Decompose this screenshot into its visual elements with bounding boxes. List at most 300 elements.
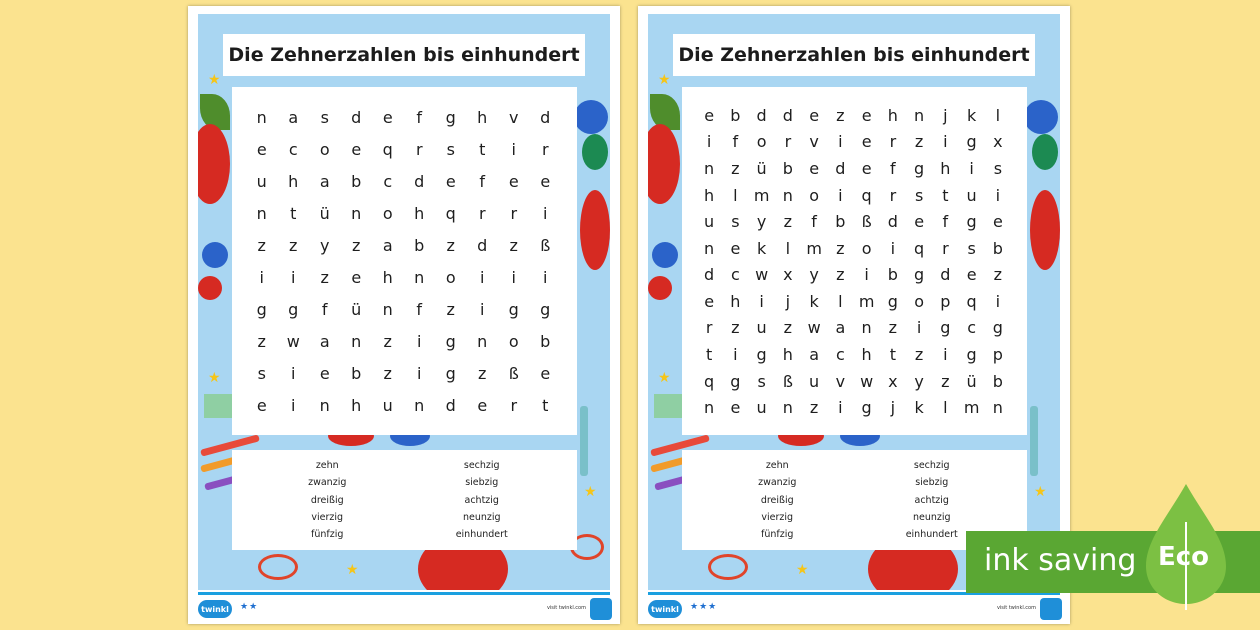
grid-letter: z bbox=[509, 236, 518, 256]
grid-letter: d bbox=[756, 105, 767, 125]
word-item: dreißig bbox=[310, 494, 344, 506]
grid-letter: b bbox=[887, 265, 898, 285]
grid-letter: z bbox=[993, 265, 1003, 285]
word-list bbox=[232, 450, 577, 550]
grid-letter: b bbox=[992, 371, 1003, 391]
grid-letter: b bbox=[414, 236, 425, 256]
grid-letter: w bbox=[755, 265, 769, 285]
letter-grid bbox=[696, 102, 1011, 421]
grid-letter: d bbox=[414, 172, 425, 192]
scissors-decoration bbox=[258, 554, 298, 580]
grid-letter: d bbox=[782, 105, 793, 125]
grid-letter: s bbox=[446, 140, 455, 160]
grid-letter: e bbox=[704, 105, 715, 125]
word-list-column-2 bbox=[405, 460, 560, 540]
word-item: neunzig bbox=[462, 511, 501, 523]
grid-letter: q bbox=[966, 291, 977, 311]
bitten-apple-decoration bbox=[1030, 190, 1060, 270]
grid-letter: h bbox=[288, 172, 299, 192]
grid-letter: r bbox=[415, 140, 423, 160]
grid-letter: ü bbox=[966, 371, 977, 391]
grid-letter: t bbox=[542, 395, 549, 415]
berry-decoration bbox=[198, 276, 222, 300]
footer-divider bbox=[198, 592, 610, 595]
worksheet-background bbox=[198, 14, 610, 590]
grid-letter: p bbox=[992, 345, 1003, 365]
word-item: achtzig bbox=[914, 494, 949, 506]
green-berry-decoration bbox=[582, 134, 608, 170]
star-icon: ★ bbox=[208, 370, 221, 386]
word-item: fünfzig bbox=[761, 529, 794, 540]
grid-letter: i bbox=[864, 265, 869, 285]
grid-letter: u bbox=[382, 395, 393, 415]
grid-letter: y bbox=[756, 212, 767, 232]
grid-letter: u bbox=[756, 318, 767, 338]
grid-letter: c bbox=[835, 345, 845, 365]
grid-letter: q bbox=[382, 140, 393, 160]
grid-letter: n bbox=[319, 395, 330, 415]
star-icon: ★ bbox=[796, 562, 809, 578]
grid-letter: i bbox=[916, 318, 922, 338]
word-item: fünfzig bbox=[311, 529, 344, 540]
grid-letter: f bbox=[321, 299, 328, 319]
grid-letter: e bbox=[730, 238, 741, 258]
word-item: siebzig bbox=[465, 477, 499, 489]
grid-letter: h bbox=[704, 185, 715, 205]
word-item: einhundert bbox=[905, 529, 958, 540]
grid-letter: i bbox=[511, 267, 516, 287]
grid-letter: e bbox=[809, 105, 820, 125]
word-item: siebzig bbox=[915, 477, 949, 489]
grid-letter: n bbox=[704, 398, 715, 418]
grid-letter: e bbox=[914, 212, 925, 232]
badge-icon bbox=[590, 598, 612, 620]
grid-letter: o bbox=[756, 132, 767, 152]
grid-letter: o bbox=[809, 185, 820, 205]
word-item: achtzig bbox=[464, 494, 499, 506]
crayon-decoration bbox=[1030, 406, 1038, 476]
grid-letter: t bbox=[889, 345, 897, 365]
title-banner bbox=[223, 34, 585, 76]
word-item: einhundert bbox=[455, 529, 508, 540]
grid-letter: d bbox=[540, 108, 551, 128]
grid-letter: i bbox=[291, 395, 296, 415]
grid-letter: g bbox=[914, 158, 925, 178]
grid-letter: t bbox=[290, 204, 297, 224]
word-item: vierzig bbox=[761, 511, 794, 523]
grid-letter: d bbox=[835, 158, 846, 178]
ruler-decoration bbox=[204, 394, 234, 418]
grid-letter: u bbox=[704, 212, 715, 232]
blueberry-decoration bbox=[652, 242, 678, 268]
grid-letter: e bbox=[351, 140, 362, 160]
grid-letter: c bbox=[288, 140, 298, 160]
grid-letter: u bbox=[756, 398, 767, 418]
visit-link: visit twinkl.com bbox=[996, 605, 1036, 611]
grid-letter: s bbox=[914, 185, 924, 205]
grid-letter: i bbox=[480, 299, 485, 319]
grid-letter: z bbox=[446, 236, 455, 256]
word-item: neunzig bbox=[912, 511, 951, 523]
grid-letter: z bbox=[320, 267, 329, 287]
grid-letter: h bbox=[730, 291, 741, 311]
grid-letter: l bbox=[785, 238, 791, 258]
grid-letter: g bbox=[445, 363, 456, 383]
grid-letter: b bbox=[351, 172, 362, 192]
grid-letter: k bbox=[914, 398, 924, 418]
grid-letter: f bbox=[416, 108, 423, 128]
grid-letter: a bbox=[809, 345, 820, 365]
star-icon: ★ bbox=[346, 562, 359, 578]
grid-letter: e bbox=[540, 172, 551, 192]
grid-letter: g bbox=[256, 299, 267, 319]
grid-letter: s bbox=[993, 158, 1003, 178]
grid-letter: i bbox=[543, 267, 548, 287]
grid-letter: e bbox=[861, 105, 872, 125]
grid-letter: i bbox=[291, 363, 296, 383]
grid-letter: e bbox=[809, 158, 820, 178]
crayon-decoration bbox=[580, 406, 588, 476]
grid-letter: l bbox=[943, 398, 948, 418]
grid-letter: i bbox=[995, 291, 1001, 311]
grid-letter: g bbox=[445, 331, 456, 351]
grid-letter: n bbox=[992, 398, 1003, 418]
grid-letter: x bbox=[783, 265, 793, 285]
grid-letter: h bbox=[940, 158, 951, 178]
grid-letter: m bbox=[753, 185, 770, 205]
grid-letter: n bbox=[382, 299, 393, 319]
grid-letter: d bbox=[351, 108, 362, 128]
grid-letter: e bbox=[319, 363, 330, 383]
word-list-column-1 bbox=[700, 460, 855, 540]
grid-letter: e bbox=[351, 267, 362, 287]
star-icon: ★ bbox=[208, 72, 221, 88]
grid-letter: g bbox=[940, 318, 951, 338]
grid-letter: v bbox=[809, 132, 819, 152]
grid-letter: i bbox=[291, 267, 296, 287]
grid-letter: r bbox=[784, 132, 792, 152]
letter-grid bbox=[246, 102, 561, 421]
word-item: zehn bbox=[315, 460, 339, 471]
worksheet-background bbox=[648, 14, 1060, 590]
grid-letter: e bbox=[992, 212, 1003, 232]
grid-letter: n bbox=[256, 204, 267, 224]
grid-letter: n bbox=[704, 158, 715, 178]
grid-letter: r bbox=[541, 140, 549, 160]
grid-letter: b bbox=[540, 331, 551, 351]
grid-letter: g bbox=[288, 299, 299, 319]
grid-letter: p bbox=[940, 291, 951, 311]
grid-letter: o bbox=[914, 291, 925, 311]
grid-letter: i bbox=[417, 363, 422, 383]
grid-letter: z bbox=[731, 318, 740, 338]
grid-letter: i bbox=[706, 132, 712, 152]
grid-letter: i bbox=[543, 204, 548, 224]
grid-letter: z bbox=[257, 236, 266, 256]
grid-letter: c bbox=[730, 265, 740, 285]
grid-letter: e bbox=[256, 395, 267, 415]
grid-letter: h bbox=[414, 204, 425, 224]
brand-logo: twinkl bbox=[198, 600, 232, 618]
grid-letter: o bbox=[445, 267, 456, 287]
green-berry-decoration bbox=[1032, 134, 1058, 170]
grid-letter: z bbox=[731, 158, 740, 178]
grid-letter: i bbox=[943, 132, 948, 152]
grid-letter: q bbox=[914, 238, 925, 258]
grid-letter: o bbox=[861, 238, 872, 258]
badge-icon bbox=[1040, 598, 1062, 620]
grid-letter: q bbox=[861, 185, 872, 205]
grid-letter: c bbox=[383, 172, 393, 192]
grid-letter: b bbox=[782, 158, 793, 178]
grid-letter: k bbox=[809, 291, 819, 311]
grid-letter: z bbox=[783, 212, 793, 232]
grid-letter: o bbox=[508, 331, 519, 351]
grid-letter: z bbox=[478, 363, 487, 383]
grid-letter: k bbox=[966, 105, 977, 125]
grid-letter: q bbox=[704, 371, 715, 391]
grid-letter: v bbox=[835, 371, 846, 391]
grid-letter: l bbox=[733, 185, 738, 205]
word-item: dreißig bbox=[760, 494, 794, 506]
grid-letter: i bbox=[838, 398, 843, 418]
blueberry-decoration bbox=[1024, 100, 1058, 134]
grid-letter: u bbox=[966, 185, 977, 205]
grid-letter: w bbox=[286, 331, 300, 351]
title-banner bbox=[673, 34, 1035, 76]
grid-letter: e bbox=[966, 265, 977, 285]
grid-letter: h bbox=[382, 267, 393, 287]
grid-letter: g bbox=[887, 291, 898, 311]
grid-letter: h bbox=[887, 105, 898, 125]
grid-letter: y bbox=[914, 371, 924, 391]
grid-letter: t bbox=[479, 140, 486, 160]
grid-letter: s bbox=[757, 371, 766, 391]
grid-letter: n bbox=[256, 108, 267, 128]
grid-letter: ß bbox=[861, 212, 872, 232]
grid-letter: s bbox=[257, 363, 266, 383]
grid-letter: f bbox=[416, 299, 423, 319]
grid-letter: n bbox=[704, 238, 715, 258]
grid-letter: i bbox=[259, 267, 264, 287]
apple-decoration bbox=[648, 124, 680, 204]
grid-letter: n bbox=[477, 331, 488, 351]
word-item: zehn bbox=[765, 460, 789, 471]
grid-letter: t bbox=[942, 185, 949, 205]
grid-letter: i bbox=[890, 238, 896, 258]
grid-letter: b bbox=[992, 238, 1003, 258]
grid-letter: l bbox=[838, 291, 843, 311]
blueberry-decoration bbox=[574, 100, 608, 134]
word-search-grid bbox=[232, 87, 577, 435]
grid-letter: w bbox=[860, 371, 874, 391]
difficulty-stars: ★★★ bbox=[690, 602, 718, 612]
grid-letter: e bbox=[382, 108, 393, 128]
grid-letter: n bbox=[351, 331, 362, 351]
grid-letter: e bbox=[861, 158, 872, 178]
grid-letter: g bbox=[540, 299, 551, 319]
grid-letter: z bbox=[446, 299, 455, 319]
grid-letter: z bbox=[888, 318, 898, 338]
grid-letter: e bbox=[861, 132, 872, 152]
grid-letter: i bbox=[838, 185, 843, 205]
grid-letter: i bbox=[943, 345, 948, 365]
grid-letter: i bbox=[511, 140, 516, 160]
grid-letter: a bbox=[319, 172, 330, 192]
grid-letter: v bbox=[509, 108, 519, 128]
grid-letter: z bbox=[914, 132, 924, 152]
grid-letter: e bbox=[730, 398, 741, 418]
grid-letter: ü bbox=[351, 299, 362, 319]
grid-letter: g bbox=[508, 299, 519, 319]
grid-letter: e bbox=[477, 395, 488, 415]
grid-letter: f bbox=[732, 132, 739, 152]
grid-letter: g bbox=[966, 132, 977, 152]
grid-letter: z bbox=[836, 265, 845, 285]
grid-letter: m bbox=[963, 398, 980, 418]
grid-letter: ü bbox=[319, 204, 330, 224]
ink-saving-label: ink saving bbox=[984, 543, 1137, 578]
grid-letter: n bbox=[351, 204, 362, 224]
grid-letter: n bbox=[782, 185, 793, 205]
word-list-column-2 bbox=[855, 460, 1010, 540]
grid-letter: z bbox=[383, 331, 392, 351]
grid-letter: x bbox=[888, 371, 898, 391]
grid-letter: d bbox=[940, 265, 951, 285]
grid-letter: h bbox=[861, 345, 872, 365]
worksheet-footer bbox=[188, 590, 620, 624]
grid-letter: z bbox=[383, 363, 392, 383]
grid-letter: e bbox=[256, 140, 267, 160]
grid-letter: m bbox=[806, 238, 822, 258]
brand-logo: twinkl bbox=[648, 600, 682, 618]
grid-letter: f bbox=[942, 212, 949, 232]
grid-letter: i bbox=[480, 267, 485, 287]
grid-letter: u bbox=[256, 172, 267, 192]
grid-letter: b bbox=[835, 212, 846, 232]
grid-letter: r bbox=[705, 318, 713, 338]
grid-letter: b bbox=[730, 105, 741, 125]
grid-letter: s bbox=[967, 238, 976, 258]
page-title: Die Zehnerzahlen bis einhundert bbox=[228, 44, 580, 66]
bitten-apple-decoration bbox=[580, 190, 610, 270]
visit-link: visit twinkl.com bbox=[546, 605, 586, 611]
grid-letter: r bbox=[889, 185, 897, 205]
word-item: vierzig bbox=[311, 511, 344, 523]
grid-letter: g bbox=[966, 212, 977, 232]
grid-letter: ß bbox=[508, 363, 519, 383]
grid-letter: f bbox=[479, 172, 486, 192]
grid-letter: t bbox=[705, 345, 713, 365]
grid-letter: i bbox=[733, 345, 738, 365]
grid-letter: f bbox=[811, 212, 817, 232]
grid-letter: j bbox=[943, 105, 948, 125]
grid-letter: z bbox=[914, 345, 924, 365]
grid-letter: a bbox=[288, 108, 299, 128]
grid-letter: g bbox=[966, 345, 977, 365]
grid-letter: e bbox=[540, 363, 551, 383]
grid-letter: d bbox=[477, 236, 488, 256]
grid-letter: r bbox=[478, 204, 486, 224]
grid-letter: ß bbox=[782, 371, 793, 391]
grid-letter: d bbox=[445, 395, 456, 415]
grid-letter: r bbox=[510, 395, 518, 415]
grid-letter: x bbox=[993, 132, 1003, 152]
grid-letter: y bbox=[320, 236, 330, 256]
grid-letter: h bbox=[351, 395, 362, 415]
word-item: zwanzig bbox=[758, 477, 797, 489]
grid-letter: i bbox=[995, 185, 1001, 205]
grid-letter: i bbox=[838, 132, 843, 152]
grid-letter: k bbox=[756, 238, 767, 258]
grid-letter: g bbox=[914, 265, 925, 285]
apple-decoration bbox=[198, 124, 230, 204]
grid-letter: o bbox=[382, 204, 393, 224]
grid-letter: g bbox=[445, 108, 456, 128]
grid-letter: r bbox=[510, 204, 518, 224]
grid-letter: i bbox=[759, 291, 764, 311]
word-list-column-1 bbox=[250, 460, 405, 540]
grid-letter: z bbox=[941, 371, 950, 391]
word-item: sechzig bbox=[463, 460, 500, 471]
star-icon: ★ bbox=[584, 484, 597, 500]
grid-letter: r bbox=[889, 132, 897, 152]
grid-letter: h bbox=[477, 108, 488, 128]
grid-letter: s bbox=[731, 212, 740, 232]
grid-letter: n bbox=[414, 395, 425, 415]
grid-letter: n bbox=[414, 267, 425, 287]
grid-letter: z bbox=[836, 238, 845, 258]
grid-letter: e bbox=[704, 291, 715, 311]
grid-letter: z bbox=[836, 105, 845, 125]
star-icon: ★ bbox=[1034, 484, 1047, 500]
grid-letter: i bbox=[969, 158, 974, 178]
grid-letter: d bbox=[887, 212, 898, 232]
grid-letter: n bbox=[914, 105, 925, 125]
grid-letter: z bbox=[352, 236, 361, 256]
grid-letter: h bbox=[782, 345, 793, 365]
grid-letter: g bbox=[756, 345, 767, 365]
word-item: zwanzig bbox=[308, 477, 347, 489]
grid-letter: z bbox=[289, 236, 298, 256]
grid-letter: n bbox=[782, 398, 793, 418]
grid-letter: m bbox=[858, 291, 875, 311]
star-icon: ★ bbox=[658, 370, 671, 386]
eco-label: Eco bbox=[1158, 542, 1210, 572]
grid-letter: l bbox=[995, 105, 1001, 125]
grid-letter: j bbox=[785, 291, 791, 311]
grid-letter: q bbox=[445, 204, 456, 224]
grid-letter: g bbox=[992, 318, 1003, 338]
grid-letter: r bbox=[942, 238, 949, 258]
grid-letter: u bbox=[809, 371, 820, 391]
scissors-decoration bbox=[708, 554, 748, 580]
worksheet-footer bbox=[638, 590, 1070, 624]
grid-letter: e bbox=[508, 172, 519, 192]
grid-letter: j bbox=[890, 398, 896, 418]
blueberry-decoration bbox=[202, 242, 228, 268]
word-search-grid bbox=[682, 87, 1027, 435]
star-icon: ★ bbox=[658, 72, 671, 88]
grid-letter: y bbox=[809, 265, 819, 285]
grid-letter: o bbox=[319, 140, 330, 160]
difficulty-stars: ★★ bbox=[240, 602, 259, 612]
grid-letter: a bbox=[319, 331, 330, 351]
grid-letter: z bbox=[257, 331, 266, 351]
grid-letter: n bbox=[861, 318, 872, 338]
grid-letter: g bbox=[861, 398, 872, 418]
grid-letter: s bbox=[320, 108, 329, 128]
